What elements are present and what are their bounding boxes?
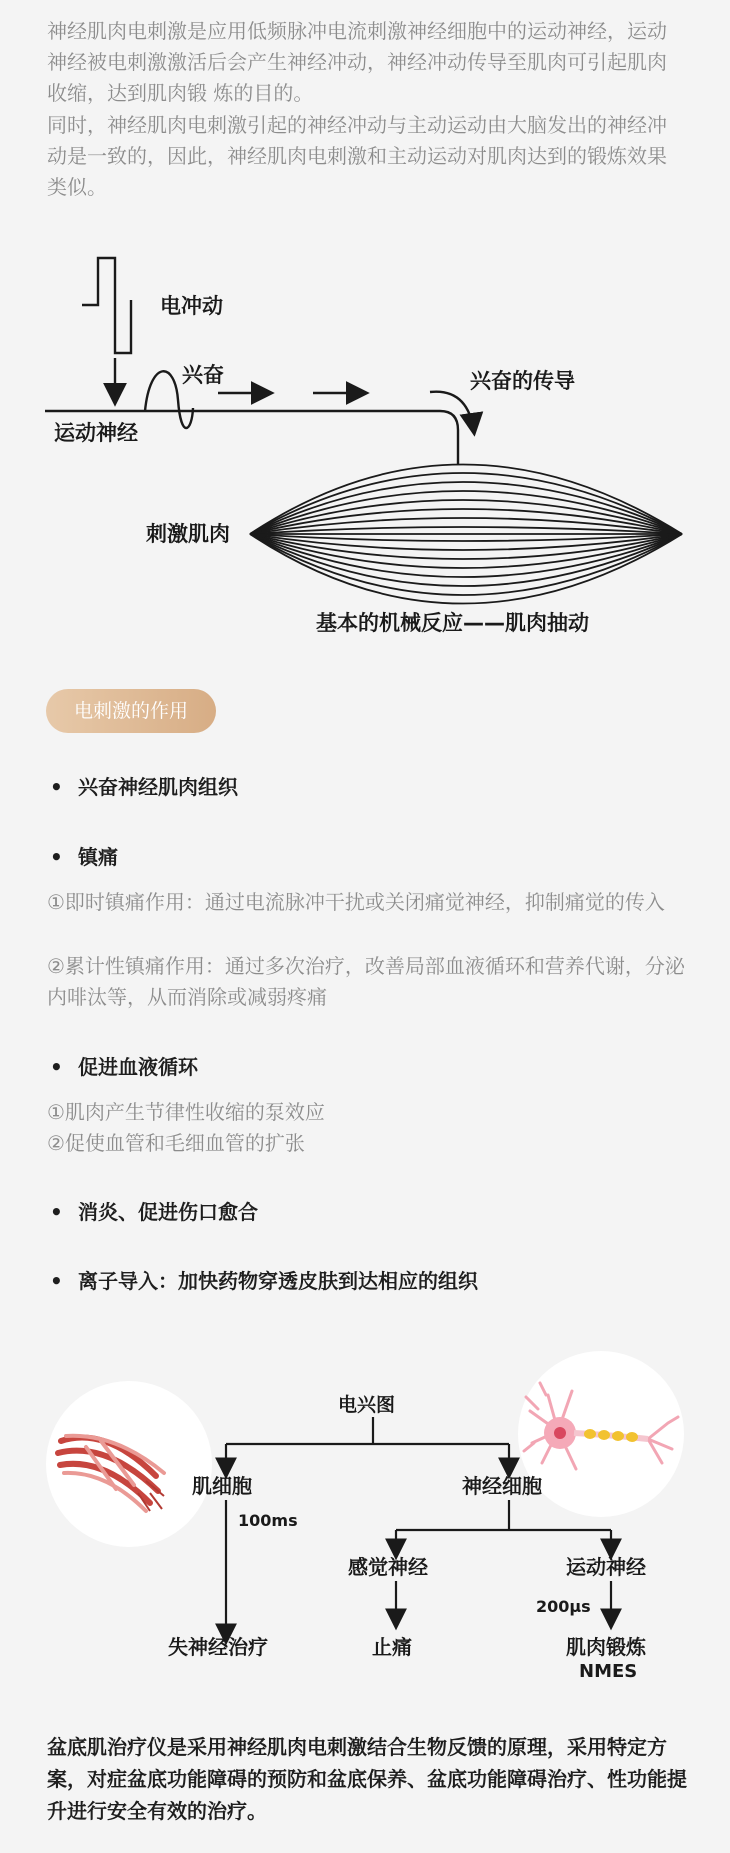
intro-paragraph-1: 神经肌肉电刺激是应用低频脉冲电流刺激神经细胞中的运动神经，运动神经被电刺激激活后会产生神经冲动，神经冲动传导至肌肉可引起肌肉收缩，达到肌肉锻 炼的目的。 <box>47 19 667 105</box>
impulse-label: 电冲动 <box>160 294 223 318</box>
pain-detail-2: ②累计性镇痛作用：通过多次治疗，改善局部血液循环和营养代谢，分泌内啡汰等，从而消除或减弱疼痛 <box>47 954 685 1009</box>
closing-paragraph: 盆底肌治疗仪是采用神经肌肉电刺激结合生物反馈的原理，采用特定方案，对症盆底功能障碍的预防和盆底保养、盆底功能障碍治疗、性功能提升进行安全有效的治疗。 <box>47 1735 687 1823</box>
conduction-label: 兴奋的传导 <box>470 369 575 393</box>
muscle-caption: 基本的机械反应——肌肉抽动 <box>316 611 589 635</box>
muscle-cell-label: 肌细胞 <box>192 1474 252 1498</box>
circulation-detail-1: ①肌肉产生节律性收缩的泵效应 <box>47 1100 325 1124</box>
duration-200us: 200μs <box>536 1597 591 1616</box>
bullet-dot: • <box>50 1200 63 1224</box>
bullet-dot: • <box>50 775 63 799</box>
pain-detail-1: ①即时镇痛作用：通过电流脉冲干扰或关闭痛觉神经，抑制痛觉的传入 <box>47 890 665 914</box>
bullet-dot: • <box>50 845 63 869</box>
excite-label: 兴奋 <box>182 363 224 387</box>
section-pill: 电刺激的作用 <box>46 689 216 733</box>
intro-paragraph-2: 同时，神经肌肉电刺激引起的神经冲动与主动运动由大脑发出的神经冲动是一致的，因此，神经肌肉电刺激和主动运动对肌肉达到的锻炼效果类似。 <box>47 113 667 199</box>
sensory-nerve-label: 感觉神经 <box>348 1555 428 1579</box>
bullet-5-text: 离子导入：加快药物穿透皮肤到达相应的组织 <box>78 1269 478 1293</box>
motor-nerve-label: 运动神经 <box>54 421 138 445</box>
nerve-cell-label: 神经细胞 <box>462 1474 542 1498</box>
pain-relief-label: 止痛 <box>372 1635 412 1659</box>
tree-root-label: 电兴图 <box>338 1394 396 1416</box>
bullet-2-text: 镇痛 <box>78 845 118 869</box>
bullet-1-text: 兴奋神经肌肉组织 <box>78 775 238 799</box>
bullet-4-text: 消炎、促进伤口愈合 <box>78 1200 258 1224</box>
circulation-detail-2: ②促使血管和毛细血管的扩张 <box>47 1131 305 1155</box>
stim-muscle-label: 刺激肌肉 <box>146 522 230 546</box>
motor-nerve-label-2: 运动神经 <box>566 1555 646 1579</box>
bullet-dot: • <box>50 1055 63 1079</box>
duration-100ms: 100ms <box>238 1511 298 1530</box>
muscle-training-label: 肌肉锻炼 <box>566 1635 646 1659</box>
bullet-dot: • <box>50 1269 63 1293</box>
nmes-label: NMES <box>579 1661 638 1682</box>
denervation-label: 失神经治疗 <box>168 1635 268 1659</box>
bullet-3-text: 促进血液循环 <box>78 1055 198 1079</box>
